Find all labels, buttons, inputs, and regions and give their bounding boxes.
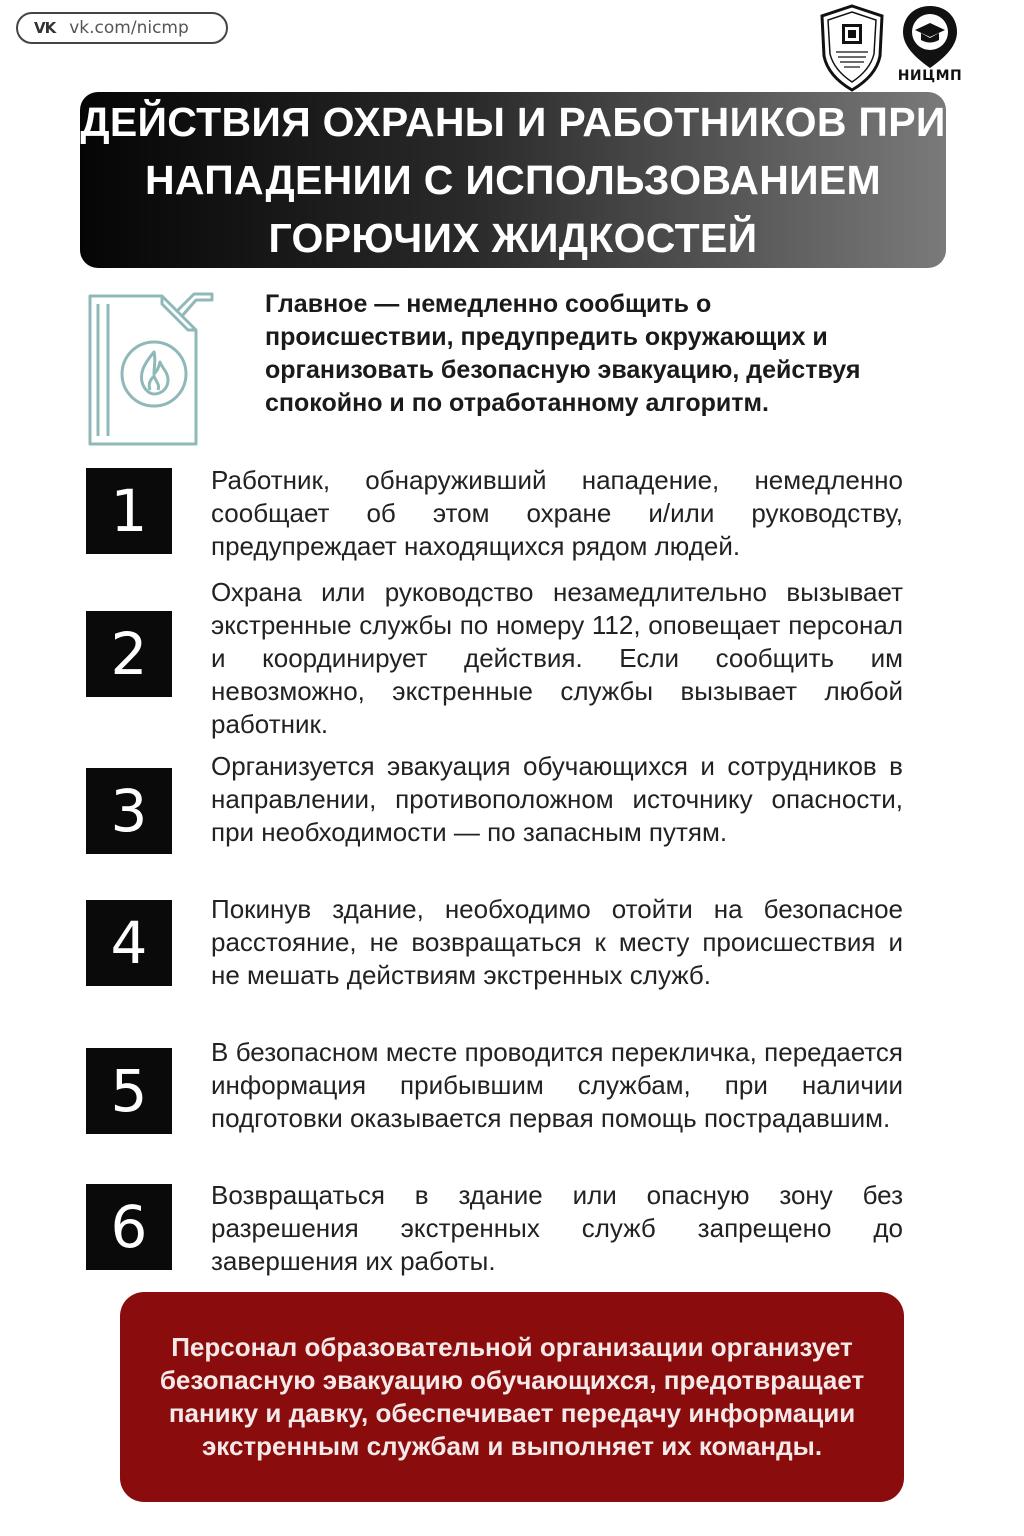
step-text-6: Возвращаться в здание или опасную зону без разрешения экстренных служб запрещено до завершения их работы. — [211, 1180, 903, 1276]
step-text-5: В безопасном месте проводится перекличка, передается информация прибывшим службам, при наличии подготовки оказывается первая помощь пострадавшим. — [211, 1037, 903, 1133]
nicmp-logo — [890, 4, 970, 92]
step-text-2: Охрана или руководство незамедлительно вызывает экстренные службы по номеру 112, оповещает персонал и координирует действия. Если сообщить им невозможно, экстренные службы вызывает любой работник. — [211, 577, 903, 739]
step-number-1: 1 — [86, 468, 172, 554]
title-banner — [80, 92, 946, 268]
step-text-4: Покинув здание, необходимо отойти на безопасное расстояние, не возвращаться к месту происшествия и не мешать действиям экстренных служб. — [211, 894, 903, 990]
step-number-4: 4 — [86, 900, 172, 986]
brand-name: НИЦМП — [897, 68, 963, 84]
graduation-pin-icon — [899, 4, 961, 70]
step-number-6: 6 — [86, 1184, 172, 1270]
page-title: ДЕЙСТВИЯ ОХРАНЫ И РАБОТНИКОВ ПРИ НАПАДЕНИИ С ИСПОЛЬЗОВАНИЕМ ГОРЮЧИХ ЖИДКОСТЕЙ — [80, 99, 946, 261]
footer-callout — [120, 1292, 904, 1502]
vk-link-text: vk.com/nicmp — [69, 18, 189, 38]
jerrycan-fire-icon — [84, 286, 216, 448]
step-text-3: Организуется эвакуация обучающихся и сотрудников в направлении, противоположном источнику опасности, при необходимости — по запасным путям. — [211, 751, 903, 847]
step-text-1: Работник, обнаруживший нападение, немедленно сообщает об этом охране и/или руководству, предупреждает находящихся рядом людей. — [211, 465, 903, 561]
shield-emblem-icon — [818, 4, 886, 92]
footer-text: Персонал образовательной организации организует безопасную эвакуацию обучающихся, предотвращает панику и давку, обеспечивает передачу информации экстренным службам и выполняет их команды. — [159, 1332, 865, 1461]
step-number-5: 5 — [86, 1048, 172, 1134]
step-number-2: 2 — [86, 611, 172, 697]
lead-text: Главное — немедленно сообщить о происшествии, предупредить окружающих и организовать безопасную эвакуацию, действуя спокойно и по отработанному алгоритм. — [265, 290, 861, 417]
step-number-3: 3 — [86, 768, 172, 854]
vk-link[interactable] — [16, 12, 228, 44]
vk-icon: VK — [34, 19, 56, 37]
